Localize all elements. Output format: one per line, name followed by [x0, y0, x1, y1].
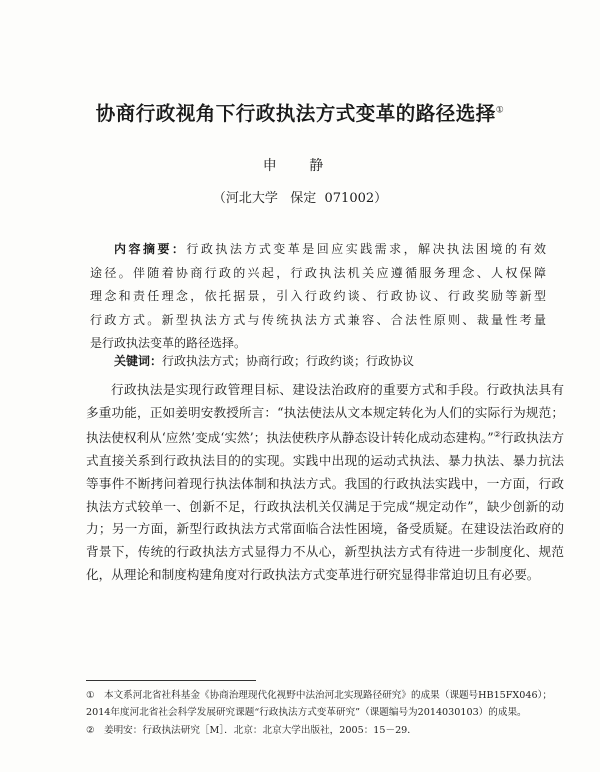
paper-title [40, 98, 560, 126]
body-text [86, 379, 564, 587]
footnote-2 [86, 723, 566, 740]
footnote-1 [86, 688, 566, 721]
keywords-label: 关键词： [114, 354, 163, 368]
body-paragraph [86, 379, 564, 587]
body-footnote-mark: ② [493, 430, 501, 440]
abstract-line-3: 理念和责任理念，依托据景，引入行政约谈、行政协议、行政奖励等新型 [90, 289, 546, 304]
abstract-label: 内容摘要： [114, 242, 187, 256]
author-affiliation: （河北大学 保定 071002） [212, 191, 388, 206]
abstract-line-5: 是行政执法变革的路径选择。 [90, 336, 247, 351]
body-part-2: 行政执法方式直接关系到行政执法目的的实现。实践中出现的运动式执法、暴力执法、暴力抗法等事件不断拷问着现行执法体制和执法方式。我国的行政执法实践中，一方面，行政执法方式较单一、创新不足，行政执法机关仅满足于完成“规定动作”，缺少创新的动力；另一方面，新型行政执法方式常面临合法性困境，备受质疑。在建设法治政府的背景下，传统的行政执法方式显得力不从心，新型执法方式有待进一步制度化、规范化，从理论和制度构建角度对行政执法方式变革进行研究显得非常迫切且有必要。 [86, 430, 565, 582]
title-text: 协商行政视角下行政执法方式变革的路径选择 [95, 102, 496, 125]
footnotes [86, 688, 566, 742]
abstract-line-1 [90, 238, 546, 262]
abstract-text-1: 行政执法方式变革是回应实践需求，解决执法困境的有效 [186, 242, 546, 256]
body-part-1: 行政执法是实现行政管理目标、建设法治政府的重要方式和手段。行政执法具有多重功能，正如姜明安教授所言：“执法使法从文本规定转化为人们的实际行为规范；执法使权利从‘应然’变成‘实然’；执法使秩序从静态设计转化成动态建构。” [86, 382, 564, 446]
footnote-1-mark: ① [86, 690, 95, 701]
author-name: 申 静 [262, 158, 338, 174]
footnote-divider [86, 680, 246, 681]
abstract-line-2: 途径。伴随着协商行政的兴起，行政执法机关应遵循服务理念、人权保障 [90, 265, 546, 280]
title-footnote-mark: ① [495, 105, 505, 116]
keywords [114, 352, 554, 369]
abstract-line-4: 行政方式。新型执法方式与传统执法方式兼容、合法性原则、裁量性考量 [90, 312, 546, 327]
footnote-2-text: 姜明安：行政执法研究［M］．北京：北京大学出版社，2005：15－29． [104, 725, 417, 736]
footnote-2-mark: ② [86, 725, 95, 736]
keywords-text: 行政执法方式；协商行政；行政约谈；行政协议 [162, 354, 415, 368]
footnote-1-text: 本文系河北省社科基金《协商治理现代化视野中法治河北实现路径研究》的成果（课题号HB15FX046）；2014年度河北省社会科学发展研究课题“行政执法方式变革研究”（课题编号为201403010​3）的成果。 [86, 690, 552, 718]
abstract [90, 238, 546, 356]
